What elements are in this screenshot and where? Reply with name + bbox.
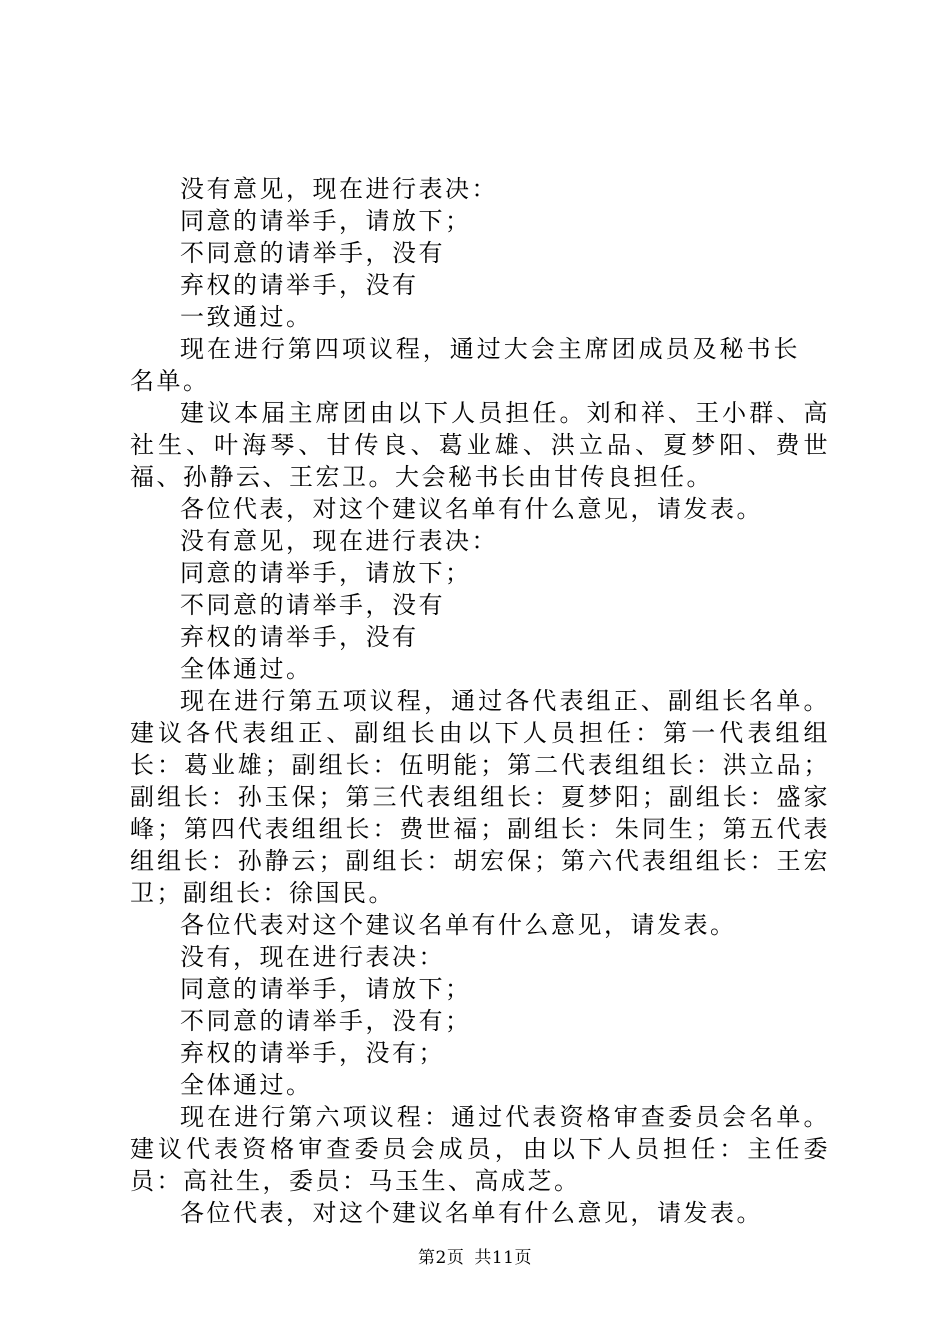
text-line: 没有意见，现在进行表决： (180, 527, 498, 555)
text-line: 不同意的请举手，没有； (180, 1007, 472, 1035)
text-line: 不同意的请举手，没有 (180, 239, 445, 267)
text-line: 没有，现在进行表决： (180, 943, 445, 971)
text-line: 弃权的请举手，没有； (180, 1039, 445, 1067)
document-body (130, 173, 830, 1229)
text-line: 各位代表，对这个建议名单有什么意见，请发表。 (180, 1199, 763, 1227)
page-total: 共11页 (474, 1248, 532, 1268)
paragraph: 现在进行第四项议程，通过大会主席团成员及秘书长名单。 (130, 335, 800, 395)
text-line: 弃权的请举手，没有 (180, 623, 419, 651)
paragraph: 现在进行第五项议程，通过各代表组正、副组长名单。建议各代表组正、副组长由以下人员担任：第一代表组组长：葛业雄；副组长：伍明能；第二代表组组长：洪立品；副组长：孙玉保；第三代表组组长：夏梦阳；副组长：盛家峰；第四代表组组长：费世福；副组长：朱同生；第五代表组组长：孙静云；副组长：胡宏保；第六代表组组长：王宏卫；副组长：徐国民。 (130, 687, 830, 907)
text-line: 各位代表对这个建议名单有什么意见，请发表。 (180, 911, 737, 939)
paragraph: 现在进行第六项议程：通过代表资格审查委员会名单。建议代表资格审查委员会成员，由以下人员担任：主任委员：高社生，委员：马玉生、高成芝。 (130, 1103, 830, 1195)
text-line: 全体通过。 (180, 655, 313, 683)
page-number: 第2页 (418, 1248, 465, 1268)
text-line: 没有意见，现在进行表决： (180, 175, 498, 203)
paragraph: 建议本届主席团由以下人员担任。刘和祥、王小群、高社生、叶海琴、甘传良、葛业雄、洪立品、夏梦阳、费世福、孙静云、王宏卫。大会秘书长由甘传良担任。 (130, 399, 830, 491)
text-line: 全体通过。 (180, 1071, 313, 1099)
text-line: 弃权的请举手，没有 (180, 271, 419, 299)
text-line: 同意的请举手，请放下； (180, 559, 472, 587)
text-line: 不同意的请举手，没有 (180, 591, 445, 619)
text-line: 各位代表，对这个建议名单有什么意见，请发表。 (180, 495, 763, 523)
text-line: 同意的请举手，请放下； (180, 975, 472, 1003)
page-footer (0, 1243, 950, 1268)
text-line: 同意的请举手，请放下； (180, 207, 472, 235)
text-line: 一致通过。 (180, 303, 313, 331)
